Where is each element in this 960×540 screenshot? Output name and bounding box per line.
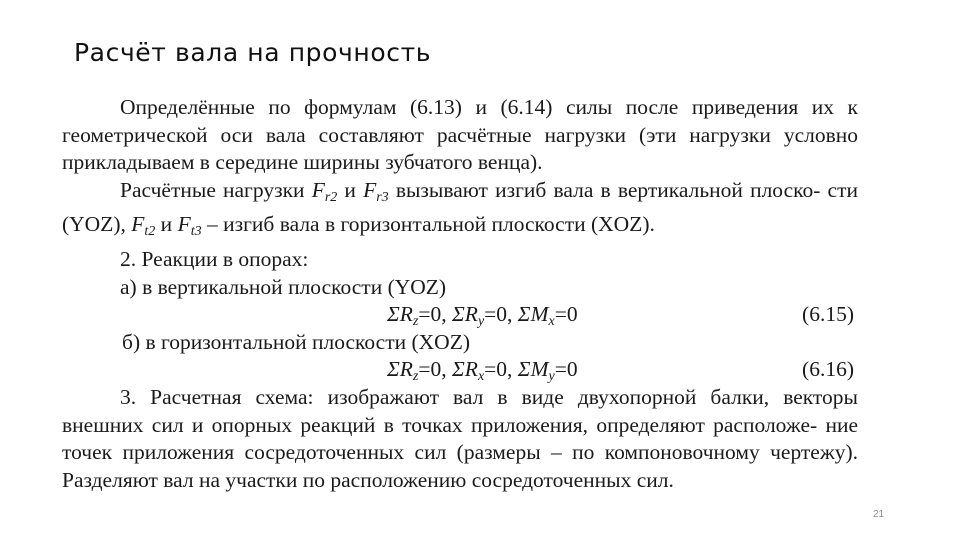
equation-horizontal: $\Sigma R_z=0$, $\Sigma R_x=0$, $\Sigma M_y=0$ [387, 357, 578, 385]
paragraph-forces: Определённые по формулам (6.13) и (6.14) силы после приведения их к геометрической оси вала составляют расчётные нагрузки (эти нагрузки условно прикладываем в середине ширины зубчатого венца). [62, 95, 858, 175]
item-reactions: 2. Реакции в опорах: [120, 246, 309, 271]
item-horizontal-plane: б) в горизонтальной плоскости (XOZ) [122, 329, 470, 354]
symbol-f: F [363, 177, 377, 202]
formula-row-6-15 [62, 301, 858, 329]
subscript-t3: t3 [190, 224, 202, 240]
paragraph-design-scheme: 3. Расчетная схема: изображают вал в виде двухопорной балки, векторы внешних сил и опорных реакций в точках приложения, определяют расположе- ние точек приложения сосредоточенных сил (размеры – по компоновочному чертежу). Разделяют вал на участки по расположению сосредоточенных сил. [62, 384, 858, 492]
subscript-r3: r3 [376, 189, 389, 205]
document-text [62, 94, 858, 494]
symbol-f: F [131, 212, 145, 237]
formula-row-6-16 [62, 356, 858, 384]
page-number: 21 [873, 509, 885, 520]
slide-title: Расчёт вала на прочность [74, 38, 432, 67]
symbol-f: F [177, 212, 191, 237]
item-vertical-plane: а) в вертикальной плоскости (YOZ) [120, 274, 447, 299]
subscript-r2: r2 [324, 189, 338, 205]
paragraph-loads: Расчётные нагрузки $F_{r2}$ и $F_{r3}$ вызывают изгиб вала в вертикальной плоско- сти (YOZ), $F_{t2}$ и $F_{t3}$ – изгиб вала в горизонтальной плоскости (XOZ). [62, 177, 858, 240]
equation-number-6-16: (6.16) [802, 357, 854, 382]
symbol-f: F [311, 177, 325, 202]
equation-number-6-15: (6.15) [802, 302, 854, 327]
subscript-t2: t2 [144, 224, 156, 240]
equation-vertical: $\Sigma R_z=0$, $\Sigma R_y=0$, $\Sigma M_x=0$ [387, 302, 578, 330]
